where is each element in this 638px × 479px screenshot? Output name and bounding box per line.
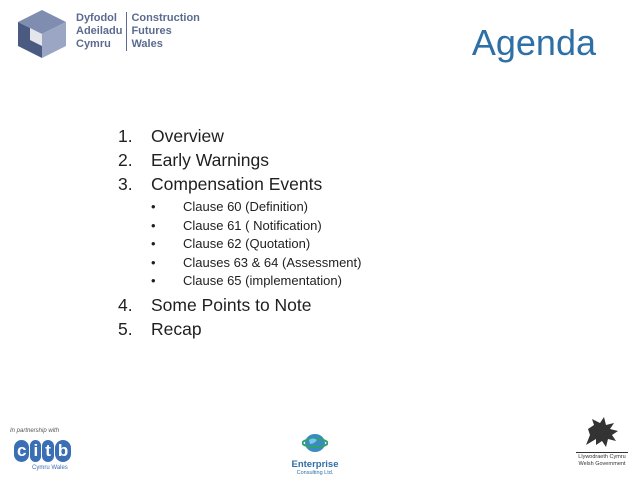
citb-logo bbox=[10, 418, 90, 474]
logo-word: Adeiladu bbox=[76, 25, 123, 37]
construction-futures-wales-logo bbox=[14, 8, 204, 60]
item-number: 4. bbox=[118, 294, 133, 315]
sub-item bbox=[151, 272, 361, 291]
sub-list-container bbox=[118, 198, 361, 291]
logo-word: Cymru bbox=[76, 38, 111, 50]
globe-icon bbox=[302, 432, 328, 454]
logo-wordmark bbox=[76, 12, 200, 51]
agenda-item bbox=[118, 124, 361, 148]
sub-item bbox=[151, 217, 361, 236]
citb-letter: t bbox=[42, 440, 54, 462]
bullet: • bbox=[151, 254, 156, 270]
item-number: 2. bbox=[118, 150, 133, 170]
sub-item bbox=[151, 198, 361, 217]
sub-item-text: Clause 60 (Definition) bbox=[183, 199, 309, 214]
bullet: • bbox=[151, 236, 156, 251]
slide-title: Agenda bbox=[471, 22, 596, 63]
logo-word: Dyfodol bbox=[76, 12, 117, 24]
bullet: • bbox=[151, 273, 156, 288]
logo-word: Wales bbox=[131, 38, 163, 50]
logo-english-name bbox=[131, 12, 199, 51]
citb-subtitle: Cymru Wales bbox=[32, 465, 68, 471]
item-text: Recap bbox=[151, 318, 202, 339]
item-number: 1. bbox=[118, 126, 133, 146]
item-text: Overview bbox=[151, 126, 224, 146]
logo-word: Futures bbox=[131, 25, 172, 37]
logo-welsh-name bbox=[76, 12, 126, 51]
logo-word: Construction bbox=[131, 12, 200, 24]
agenda-item bbox=[118, 148, 361, 172]
dragon-icon bbox=[580, 415, 624, 451]
citb-letter: c bbox=[14, 440, 29, 462]
citb-tagline: In partnership with bbox=[10, 428, 60, 434]
citb-wordmark bbox=[14, 440, 71, 462]
bullet: • bbox=[151, 217, 156, 233]
item-number: 5. bbox=[118, 318, 133, 339]
sub-item-text: Clauses 63 & 64 (Assessment) bbox=[183, 254, 362, 270]
agenda-item bbox=[118, 172, 361, 196]
item-text: Some Points to Note bbox=[151, 294, 312, 315]
welsh-government-welsh-name: Llywodraeth Cymru bbox=[578, 454, 626, 460]
cube-logo-icon bbox=[14, 8, 70, 60]
welsh-government-logo bbox=[572, 415, 632, 475]
logo-divider bbox=[126, 12, 127, 51]
agenda-list bbox=[118, 124, 361, 341]
enterprise-logo bbox=[283, 432, 347, 476]
agenda-item bbox=[118, 293, 361, 317]
agenda-item bbox=[118, 317, 361, 341]
sub-list bbox=[118, 198, 361, 291]
item-text: Early Warnings bbox=[151, 150, 269, 170]
sub-item-text: Clause 65 (implementation) bbox=[183, 273, 342, 288]
welsh-government-english-name: Welsh Government bbox=[578, 461, 626, 467]
sub-item bbox=[151, 235, 361, 254]
sub-item-text: Clause 61 ( Notification) bbox=[183, 217, 322, 233]
citb-letter: b bbox=[55, 440, 71, 462]
sub-item-text: Clause 62 (Quotation) bbox=[183, 236, 311, 251]
item-text: Compensation Events bbox=[151, 174, 323, 194]
enterprise-subtitle: Consulting Ltd. bbox=[296, 470, 334, 476]
sub-item bbox=[151, 254, 361, 273]
enterprise-name: Enterprise bbox=[291, 459, 339, 470]
bullet: • bbox=[151, 199, 156, 214]
item-number: 3. bbox=[118, 174, 133, 194]
citb-letter: i bbox=[30, 440, 41, 462]
logo-rule bbox=[576, 452, 628, 453]
